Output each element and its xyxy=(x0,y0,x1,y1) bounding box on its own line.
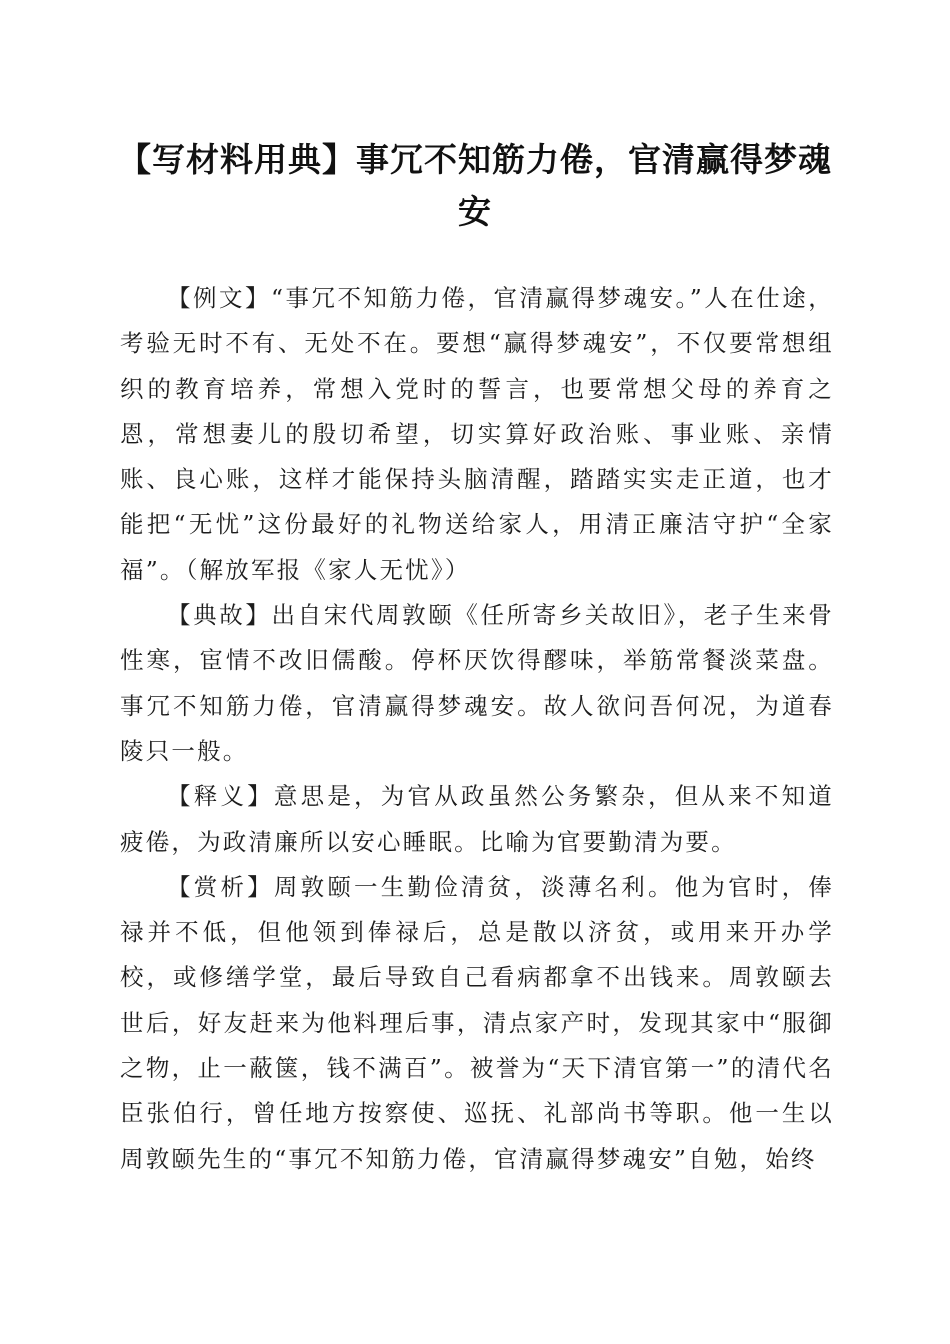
paragraph-text: 周敦颐一生勤俭清贫，淡薄名利。他为官时，俸禄并不低，但他领到俸禄后，总是散以济贫，或用来开办学校，或修缮学堂，最后导致自己看病都拿不出钱来。周敦颐去世后，好友赶来为他料理后事，清点家产时，发现其家中“服御之物，止一蔽箧，钱不满百”。被誉为“天下清官第一”的清代名臣张伯行，曾任地方按察使、巡抚、礼部尚书等职。他一生以周敦颐先生的“事冗不知筋力倦，官清赢得梦魂安”自勉，始终 xyxy=(120,872,834,1173)
paragraph-meaning xyxy=(120,774,834,865)
document-body xyxy=(120,276,834,1182)
paragraph-example xyxy=(120,276,834,593)
paragraph-tag: 【例文】 xyxy=(167,284,271,312)
paragraph-tag: 【赏析】 xyxy=(167,872,274,901)
paragraph-analysis xyxy=(120,865,834,1182)
paragraph-tag: 【释义】 xyxy=(167,782,274,811)
paragraph-text: 意思是，为官从政虽然公务繁杂，但从来不知道疲倦，为政清廉所以安心睡眠。比喻为官要勤清为要。 xyxy=(120,782,834,856)
paragraph-allusion xyxy=(120,593,834,774)
paragraph-text: “事冗不知筋力倦，官清赢得梦魂安。”人在仕途，考验无时不有、无处不在。要想“赢得梦魂安”，不仅要常想组织的教育培养，常想入党时的誓言，也要常想父母的养育之恩，常想妻儿的殷切希望，切实算好政治账、事业账、亲情账、良心账，这样才能保持头脑清醒，踏踏实实走正道，也才能把“无忧”这份最好的礼物送给家人，用清正廉洁守护“全家福”。（解放军报《家人无忧》） xyxy=(120,284,834,584)
document-title: 【写材料用典】事冗不知筋力倦，官清赢得梦魂安 xyxy=(118,140,832,231)
paragraph-tag: 【典故】 xyxy=(167,601,272,630)
paragraph-text: 出自宋代周敦颐《任所寄乡关故旧》，老子生来骨性寒，宦情不改旧儒酸。停杯厌饮得醪味，举筋常餐淡菜盘。事冗不知筋力倦，官清赢得梦魂安。故人欲问吾何况，为道春陵只一般。 xyxy=(120,601,834,765)
